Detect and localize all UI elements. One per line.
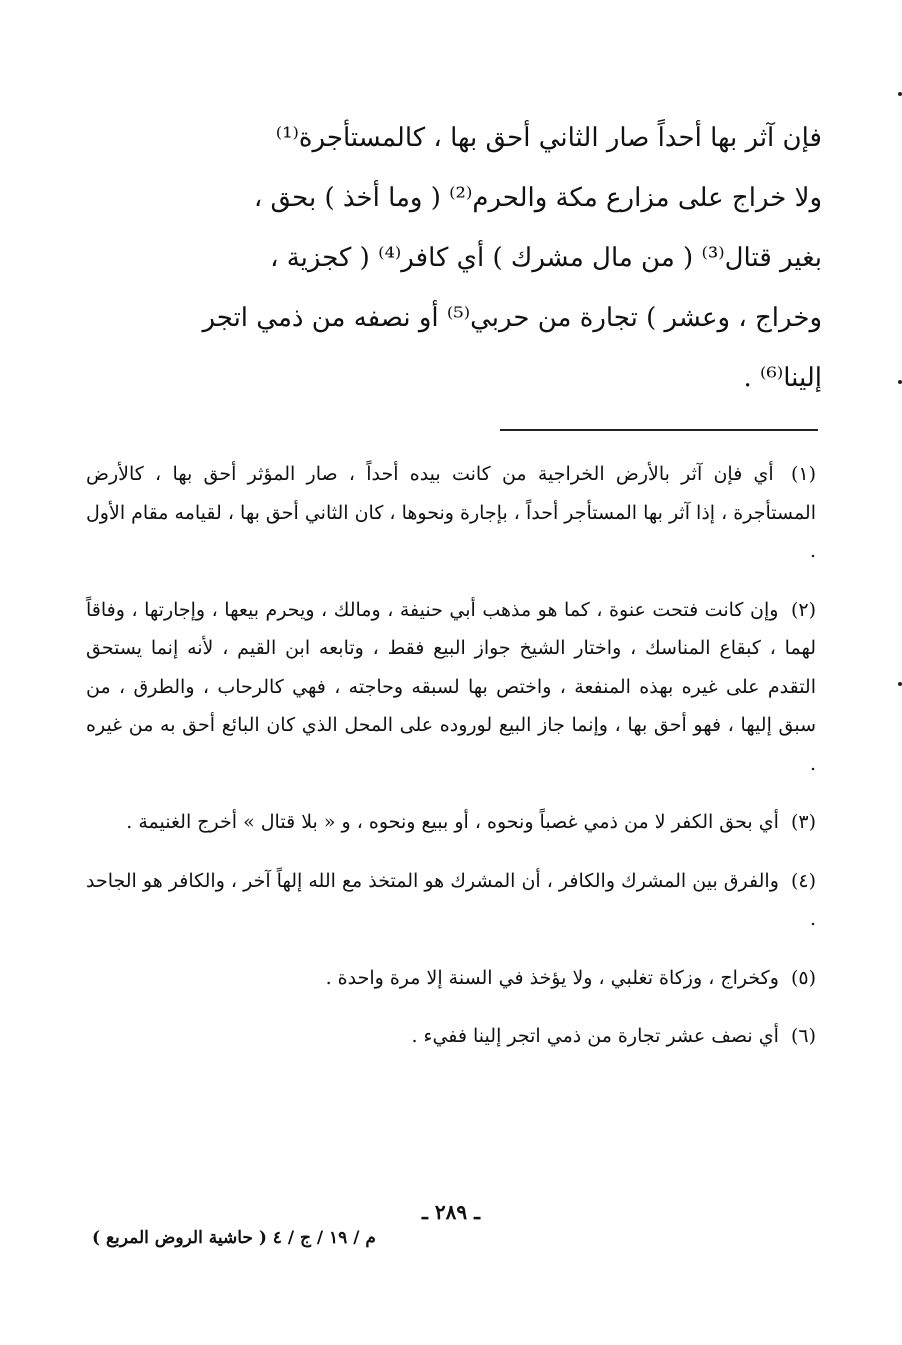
edge-mark bbox=[898, 92, 902, 96]
footnote-number: (٤) bbox=[790, 869, 817, 892]
edge-mark bbox=[898, 380, 902, 384]
footnote-text: أي بحق الكفر لا من ذمي غصباً ونحوه ، أو ببيع ونحوه ، و « بلا قتال » أخرج الغنيمة . bbox=[126, 811, 779, 833]
footnote-number: (٦) bbox=[790, 1025, 816, 1047]
edge-mark bbox=[898, 682, 902, 686]
main-text-line: وخراج ، وعشر ) تجارة من حربي⁽⁵⁾ أو نصفه من ذمي اتجر bbox=[202, 303, 822, 333]
main-text-line: ولا خراج على مزارع مكة والحرم⁽²⁾ ( وما أخذ ) بحق ، bbox=[253, 183, 822, 213]
footnotes-block bbox=[86, 455, 816, 1076]
footnote-4 bbox=[86, 862, 816, 939]
page-number: ـ ٢٨٩ ـ bbox=[422, 1200, 480, 1224]
main-text-line: فإن آثر بها أحداً صار الثاني أحق بها ، كالمستأجرة⁽¹⁾ bbox=[275, 123, 822, 153]
footnote-number: (٢) bbox=[790, 598, 816, 621]
footnote-text: والفرق بين المشرك والكافر ، أن المشرك هو المتخذ مع الله إلهاً آخر ، والكافر هو الجاحد . bbox=[86, 869, 816, 930]
main-text-line: إلينا⁽⁶⁾ . bbox=[743, 363, 822, 393]
footnote-separator bbox=[500, 429, 818, 431]
footnote-text: أي نصف عشر تجارة من ذمي اتجر إلينا ففيء . bbox=[411, 1025, 779, 1047]
main-text-line: بغير قتال⁽³⁾ ( من مال مشرك ) أي كافر⁽⁴⁾ ( كجزية ، bbox=[270, 243, 822, 273]
main-text-block bbox=[60, 108, 822, 408]
footnote-number: (٣) bbox=[790, 811, 816, 833]
footnote-1 bbox=[86, 455, 816, 571]
footnote-text: أي فإن آثر بالأرض الخراجية من كانت بيده أحداً ، صار المؤثر أحق بها ، كالأرض المستأجرة ، إذا آثر بها المستأجر أحداً ، بإجارة ونحوها ، كان الثاني أحق بها ، لقيامه مقام الأول . bbox=[86, 463, 816, 562]
footnote-2 bbox=[86, 591, 816, 784]
footnote-6 bbox=[86, 1017, 816, 1056]
footnote-text: وإن كانت فتحت عنوة ، كما هو مذهب أبي حنيفة ، ومالك ، ويحرم بيعها ، وإجارتها ، وفاقاً لهما ، كبقاع المناسك ، واختار الشيخ جواز البيع فقط ، وتابعه ابن القيم ، لأنه إنما يستحق التقدم على غيره بهذه المنفعة ، واختص بها لسبقه وحاجته ، فهي كالرحاب ، والطرق ، من سبق إليها ، فهو أحق بها ، وإنما جاز البيع لوروده على المحل الذي كان البائع أحق به من غيره . bbox=[86, 598, 816, 775]
footnote-number: (١) bbox=[790, 463, 816, 485]
volume-reference: م / ١٩ / ج / ٤ ( حاشية الروض المربع ) bbox=[92, 1228, 376, 1248]
footnote-5 bbox=[86, 959, 816, 998]
footnote-3 bbox=[86, 803, 816, 842]
footnote-text: وكخراج ، وزكاة تغلبي ، ولا يؤخذ في السنة إلا مرة واحدة . bbox=[325, 966, 779, 989]
footnote-number: (٥) bbox=[790, 966, 816, 989]
